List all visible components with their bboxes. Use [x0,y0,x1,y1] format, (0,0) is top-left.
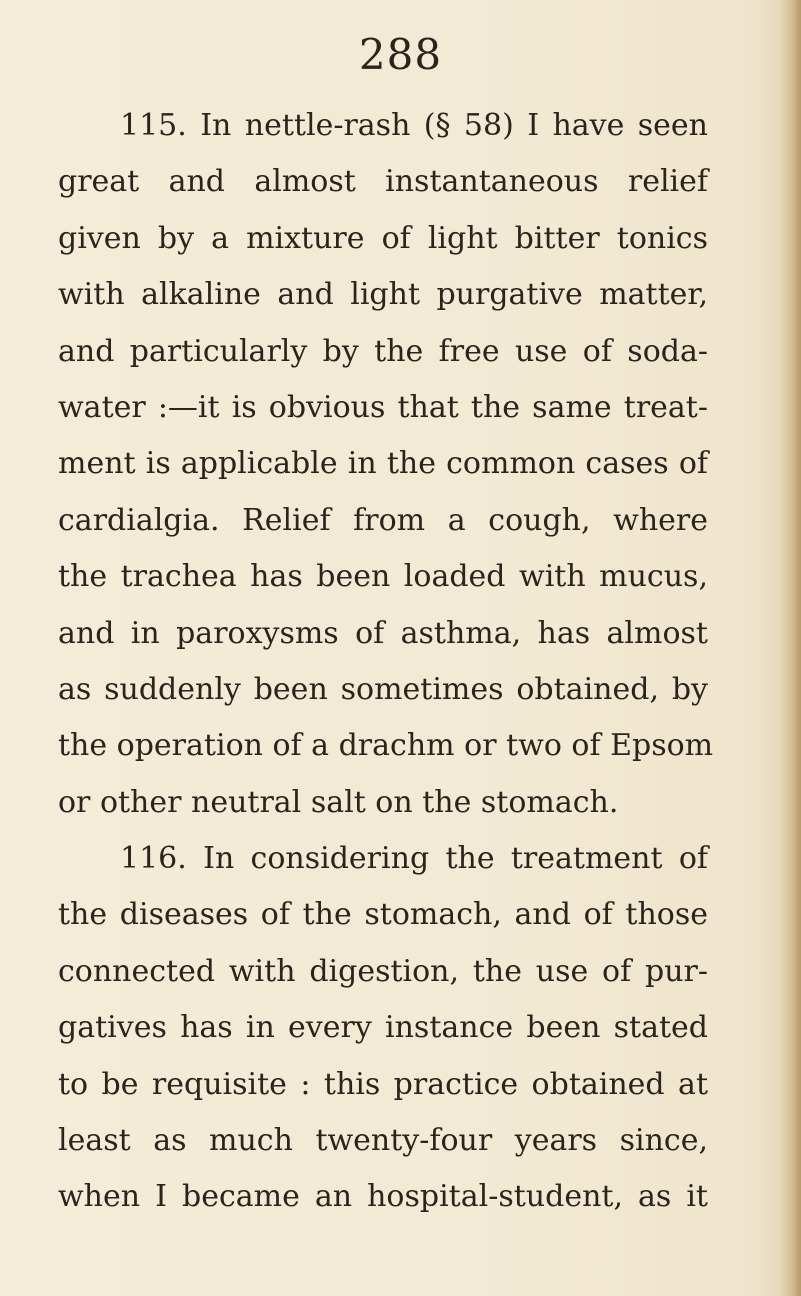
text-line: when I became an hospital-student, as it [58,1179,708,1215]
text-line: 115. In nettle-rash (§ 58) I have seen [120,108,708,143]
text-line: great and almost instantaneous relief [58,164,708,200]
body-text [58,98,714,1226]
text-line: ment is applicable in the common cases of [58,446,708,482]
text-line: with alkaline and light purgative matter, [58,277,708,313]
text-line: and particularly by the free use of soda- [58,333,708,369]
text-line: 116. In considering the treatment of [120,841,708,877]
text-line: and in paroxysms of asthma, has almost [58,615,708,651]
text-line: least as much twenty-four years since, [58,1123,708,1159]
text-line: connected with digestion, the use of pur- [58,953,708,989]
text-line: the trachea has been loaded with mucus, [58,559,708,595]
text-line: the operation of a drachm or two of Epsom [58,728,714,764]
text-line: or other neutral salt on the stomach. [58,784,619,820]
text-line: as suddenly been sometimes obtained, by [58,671,708,707]
text-line: cardialgia. Relief from a cough, where [58,502,708,538]
page-number: 288 [358,30,443,79]
text-line: given by a mixture of light bitter tonics [58,220,708,256]
text-line: to be requisite : this practice obtained at [58,1066,708,1102]
page-edge-shadow [779,0,801,1296]
text-line: gatives has in every instance been stated [58,1010,708,1046]
text-line: water :—it is obvious that the same treat- [58,389,708,425]
text-line: the diseases of the stomach, and of those [58,897,708,933]
